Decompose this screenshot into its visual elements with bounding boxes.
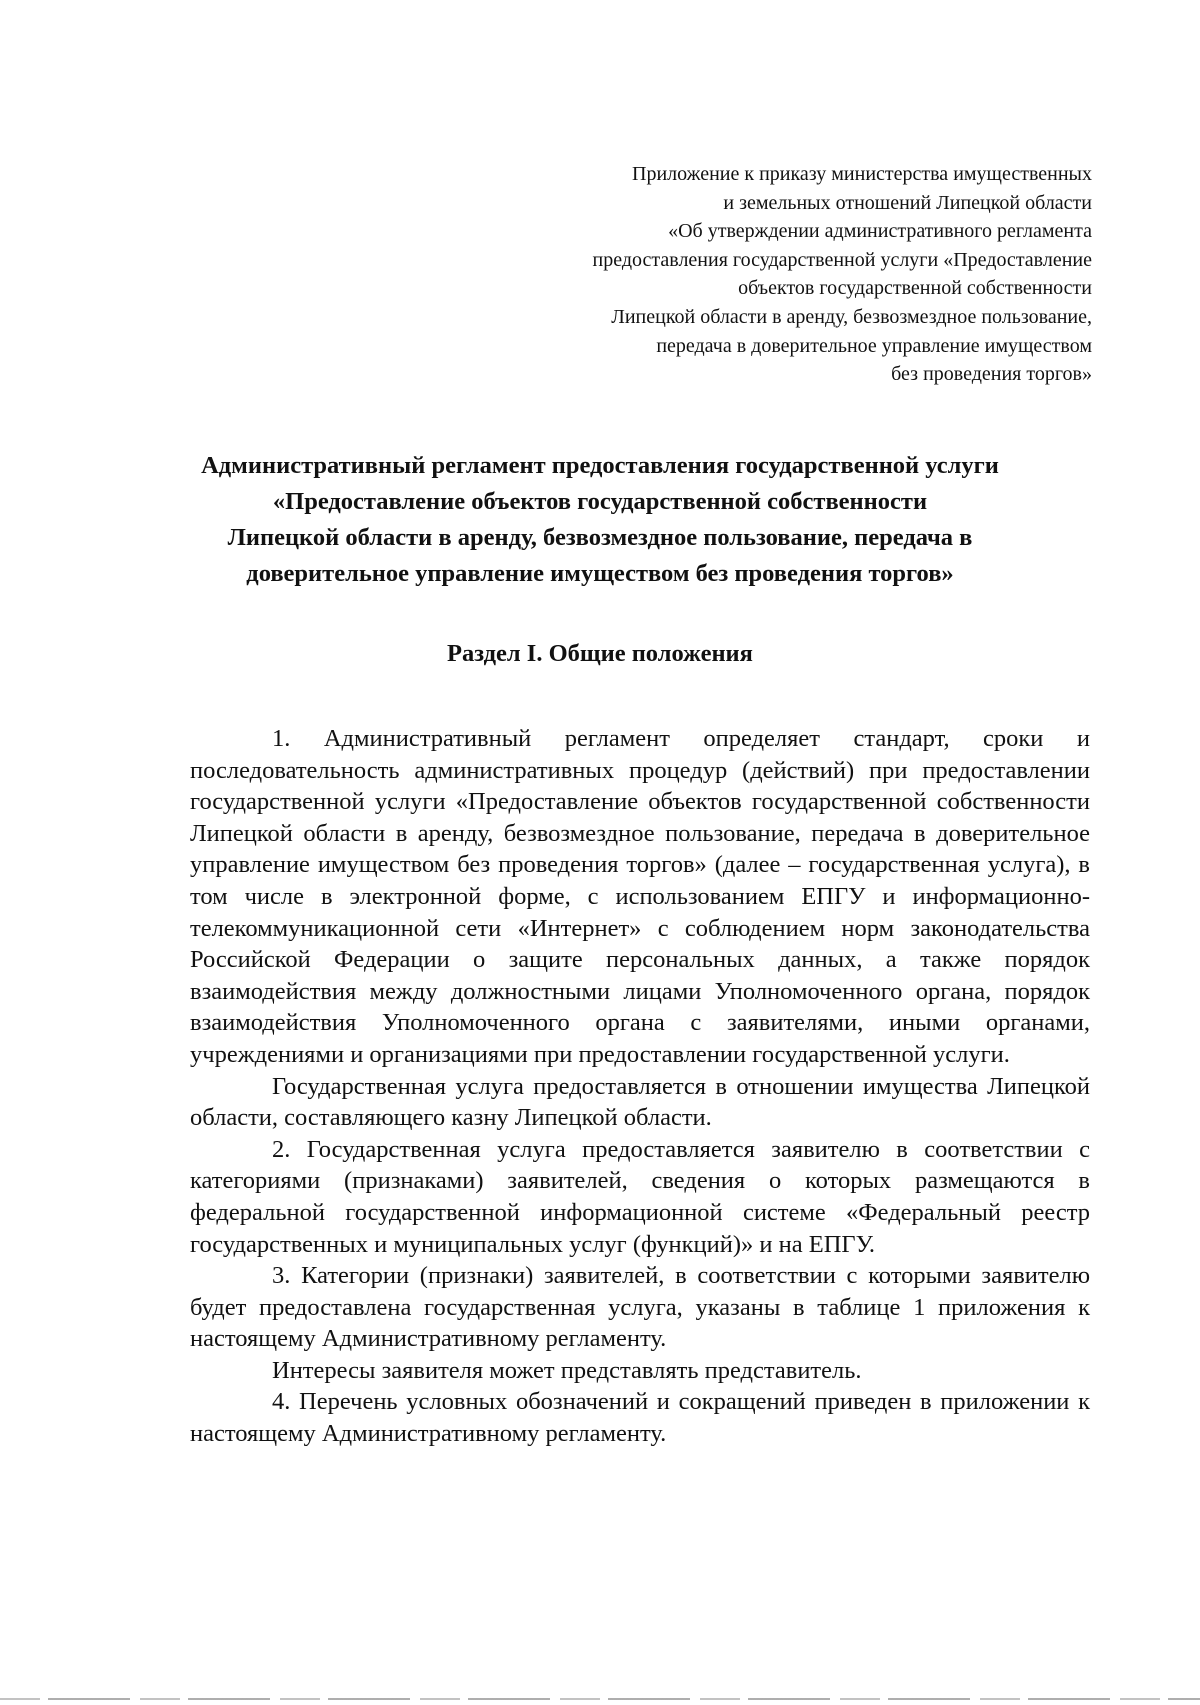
- document-title-line: доверительное управление имуществом без проведения торгов»: [246, 560, 954, 587]
- appendix-header-line: «Об утверждении административного регламента: [668, 220, 1092, 243]
- document-title-line: «Предоставление объектов государственной собственности: [272, 488, 928, 515]
- section-heading: Раздел I. Общие положения: [447, 640, 753, 667]
- appendix-header: [452, 160, 1092, 389]
- appendix-header-line: Приложение к приказу министерства имущественных: [632, 163, 1092, 185]
- scan-bottom-edge: [0, 1698, 1200, 1700]
- appendix-header-line: объектов государственной собственности: [738, 277, 1092, 300]
- appendix-header-line: без проведения торгов»: [891, 363, 1092, 386]
- appendix-header-line: Липецкой области в аренду, безвозмездное пользование,: [611, 305, 1092, 328]
- paragraph-item-4: 4. Перечень условных обозначений и сокращений приведен в приложении к настоящему Административному регламенту.: [190, 1388, 1090, 1448]
- appendix-header-line: предоставления государственной услуги «Предоставление: [592, 248, 1092, 271]
- document-title: [150, 448, 1050, 592]
- document-title-line: Липецкой области в аренду, безвозмездное пользование, передача в: [227, 524, 973, 551]
- paragraph-item-2: 2. Государственная услуга предоставляется заявителю в соответствии с категориями (признаками) заявителей, сведения о которых размещаются в федеральной государственной информационной системе «Федеральный реестр государственных и муниципальных услуг (функций)» и на ЕПГУ.: [190, 1135, 1090, 1258]
- appendix-header-line: и земельных отношений Липецкой области: [723, 191, 1092, 214]
- paragraph-representative: Интересы заявителя может представлять представитель.: [272, 1356, 862, 1384]
- document-body: [190, 723, 1090, 1450]
- document-title-line: Административный регламент предоставления государственной услуги: [201, 452, 999, 479]
- paragraph-scope: Государственная услуга предоставляется в отношении имущества Липецкой области, составляющего казну Липецкой области.: [190, 1072, 1090, 1132]
- paragraph-item-3: 3. Категории (признаки) заявителей, в соответствии с которыми заявителю будет предоставлена государственная услуга, указаны в таблице 1 приложения к настоящему Административному регламенту.: [190, 1262, 1090, 1353]
- appendix-header-line: передача в доверительное управление имуществом: [656, 334, 1092, 357]
- paragraph-item-1: 1. Административный регламент определяет стандарт, сроки и последовательность административных процедур (действий) при предоставлении государственной услуги «Предоставление объектов государственной собственности Липецкой области в аренду, безвозмездное пользование, передача в доверительное управление имуществом без проведения торгов» (далее – государственная услуга), в том числе в электронной форме, с использованием ЕПГУ и информационно-телекоммуникационной сети «Интернет» с соблюдением норм законодательства Российской Федерации о защите персональных данных, а также порядок взаимодействия между должностными лицами Уполномоченного органа, порядок взаимодействия Уполномоченного органа с заявителями, иными органами, учреждениями и организациями при предоставлении государственной услуги.: [190, 725, 1090, 1068]
